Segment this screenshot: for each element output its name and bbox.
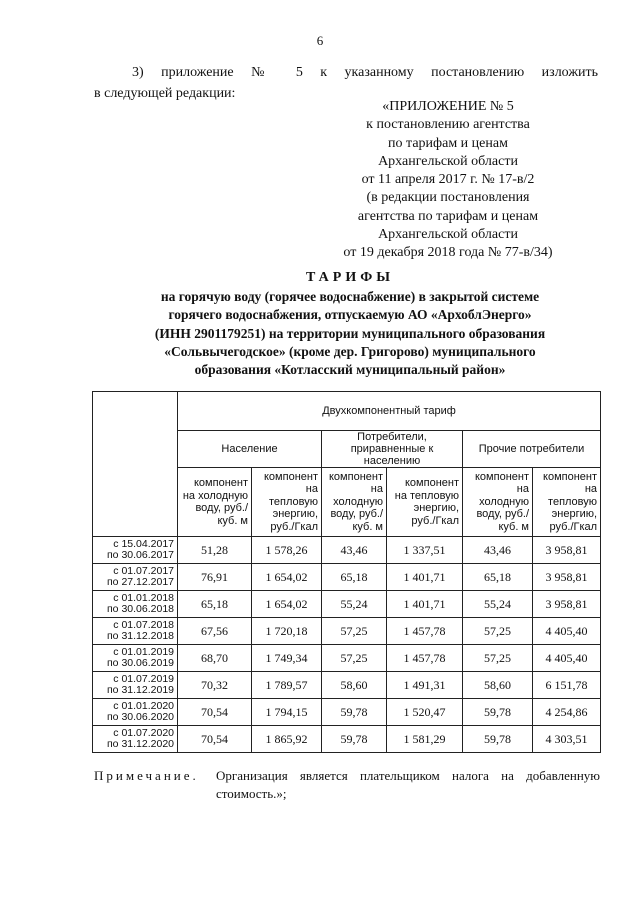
period-from: с 01.07.2017: [113, 564, 174, 577]
period-cell: [93, 645, 178, 672]
period-to: по 30.06.2020: [107, 711, 174, 723]
period-to: по 30.06.2019: [107, 657, 174, 669]
table-row: [93, 564, 601, 591]
period-cell: [93, 699, 178, 726]
tariff-cell: 1 865,92: [252, 726, 322, 753]
appendix-line: «ПРИЛОЖЕНИЕ № 5: [382, 99, 514, 114]
period-from: с 15.04.2017: [113, 537, 174, 550]
table-row: [93, 537, 601, 564]
period-to: по 27.12.2017: [107, 576, 174, 588]
tariff-cell: 76,91: [178, 564, 252, 591]
appendix-line: агентства по тарифам и ценам: [357, 208, 539, 224]
period-from: с 01.07.2019: [113, 672, 174, 685]
tariff-cell: 1 794,15: [252, 699, 322, 726]
period-to: по 30.06.2018: [107, 603, 174, 615]
tariff-cell: 6 151,78: [533, 672, 601, 699]
appendix-line: (в редакции постановления: [366, 190, 530, 206]
subtitle-line: на горячую воду (горячее водоснабжение) в закрытой системе: [160, 289, 540, 304]
appendix-line: Архангельской области: [378, 153, 518, 169]
period-from: с 01.01.2019: [113, 645, 174, 658]
tariff-cell: 1 401,71: [387, 591, 463, 618]
tariff-cell: 57,25: [463, 618, 533, 645]
period-from: с 01.07.2020: [113, 726, 174, 739]
tariff-cell: 59,78: [463, 699, 533, 726]
tariff-cell: 59,78: [463, 726, 533, 753]
component-header-heat-energy: компонент на тепловую энергию, руб./Гкал: [533, 468, 601, 537]
tariff-cell: 57,25: [463, 645, 533, 672]
tariff-cell: 1 720,18: [252, 618, 322, 645]
period-cell: [93, 618, 178, 645]
tariff-table: [92, 391, 601, 753]
period-cell: [93, 537, 178, 564]
intro-line-1: 3) приложение № 5 к указанному постановлению изложить: [132, 65, 598, 80]
note-label: Примечание.: [94, 768, 199, 783]
component-header-cold-water: компонент на холодную воду, руб./куб. м: [178, 468, 252, 537]
intro-line-2: в следующей редакции:: [94, 86, 236, 101]
tariff-cell: 1 401,71: [387, 564, 463, 591]
period-from: с 01.01.2020: [113, 699, 174, 712]
period-cell: [93, 726, 178, 753]
tariff-cell: 1 789,57: [252, 672, 322, 699]
tariff-cell: 1 457,78: [387, 618, 463, 645]
tariff-cell: 4 254,86: [533, 699, 601, 726]
tariff-cell: 1 654,02: [252, 591, 322, 618]
subtitle-line: образования «Котласский муниципальный район»: [194, 362, 506, 378]
period-to: по 30.06.2017: [107, 549, 174, 561]
tariff-cell: 57,25: [322, 645, 387, 672]
period-from: с 01.07.2018: [113, 618, 174, 631]
period-cell: [93, 564, 178, 591]
table-row: [93, 672, 601, 699]
tariff-cell: 3 958,81: [533, 564, 601, 591]
note: [94, 767, 600, 803]
tariff-cell: 1 749,34: [252, 645, 322, 672]
tariff-cell: 1 654,02: [252, 564, 322, 591]
tariff-cell: 58,60: [463, 672, 533, 699]
tariff-cell: 55,24: [322, 591, 387, 618]
tariff-cell: 70,54: [178, 699, 252, 726]
tariff-cell: 4 303,51: [533, 726, 601, 753]
tariff-cell: 1 491,31: [387, 672, 463, 699]
note-text: Организация является плательщиком налога на добавленную стоимость.»;: [216, 768, 600, 801]
period-from: с 01.01.2018: [113, 591, 174, 604]
table-row: [93, 618, 601, 645]
tariff-subtitle: [60, 288, 640, 379]
two-component-tariff-header: Двухкомпонентный тариф: [178, 392, 601, 431]
group-header-other-consumers: Прочие потребители: [463, 431, 601, 468]
tariff-cell: 1 578,26: [252, 537, 322, 564]
tariff-cell: 1 337,51: [387, 537, 463, 564]
tariff-cell: 51,28: [178, 537, 252, 564]
subtitle-line: «Сольвычегодское» (кроме дер. Григорово) муниципального: [164, 343, 536, 359]
tariff-cell: 1 457,78: [387, 645, 463, 672]
tariff-cell: 57,25: [322, 618, 387, 645]
group-header-population: Население: [178, 431, 322, 468]
tariff-cell: 43,46: [322, 537, 387, 564]
appendix-line: от 11 апреля 2017 г. № 17-в/2: [361, 172, 535, 188]
tariff-cell: 43,46: [463, 537, 533, 564]
tariff-cell: 59,78: [322, 726, 387, 753]
tariff-title: ТАРИФЫ: [306, 270, 394, 285]
subtitle-line: горячего водоснабжения, отпускаемую АО «АрхоблЭнерго»: [168, 307, 532, 323]
tariff-cell: 70,54: [178, 726, 252, 753]
appendix-line: к постановлению агентства: [366, 117, 530, 133]
component-header-heat-energy: компонент на тепловую энергию, руб./Гкал: [387, 468, 463, 537]
tariff-cell: 65,18: [178, 591, 252, 618]
component-header-cold-water: компонент на холодную воду, руб./куб. м: [322, 468, 387, 537]
period-to: по 31.12.2019: [107, 684, 174, 696]
tariff-cell: 3 958,81: [533, 591, 601, 618]
component-header-heat-energy: компонент на тепловую энергию, руб./Гкал: [252, 468, 322, 537]
period-header-cell: [93, 392, 178, 537]
appendix-line: по тарифам и ценам: [388, 135, 508, 151]
period-to: по 31.12.2020: [107, 738, 174, 750]
tariff-cell: 1 581,29: [387, 726, 463, 753]
tariff-cell: 65,18: [322, 564, 387, 591]
page-number: 6: [316, 33, 324, 48]
period-cell: [93, 672, 178, 699]
tariff-cell: 67,56: [178, 618, 252, 645]
period-to: по 31.12.2018: [107, 630, 174, 642]
appendix-heading: [318, 98, 578, 263]
tariff-cell: 1 520,47: [387, 699, 463, 726]
group-header-equated-consumers: Потребители, приравненные к населению: [322, 431, 463, 468]
subtitle-line: (ИНН 2901179251) на территории муниципального образования: [154, 325, 546, 341]
table-row: [93, 591, 601, 618]
tariff-cell: 3 958,81: [533, 537, 601, 564]
tariff-cell: 4 405,40: [533, 618, 601, 645]
appendix-line: Архангельской области: [378, 227, 518, 243]
tariff-cell: 58,60: [322, 672, 387, 699]
table-row: [93, 726, 601, 753]
tariff-cell: 68,70: [178, 645, 252, 672]
period-cell: [93, 591, 178, 618]
tariff-cell: 59,78: [322, 699, 387, 726]
component-header-cold-water: компонент на холодную воду, руб./куб. м: [463, 468, 533, 537]
tariff-cell: 65,18: [463, 564, 533, 591]
table-row: [93, 699, 601, 726]
tariff-cell: 70,32: [178, 672, 252, 699]
tariff-cell: 4 405,40: [533, 645, 601, 672]
table-row: [93, 645, 601, 672]
appendix-line: от 19 декабря 2018 года № 77-в/34): [343, 245, 553, 261]
tariff-cell: 55,24: [463, 591, 533, 618]
